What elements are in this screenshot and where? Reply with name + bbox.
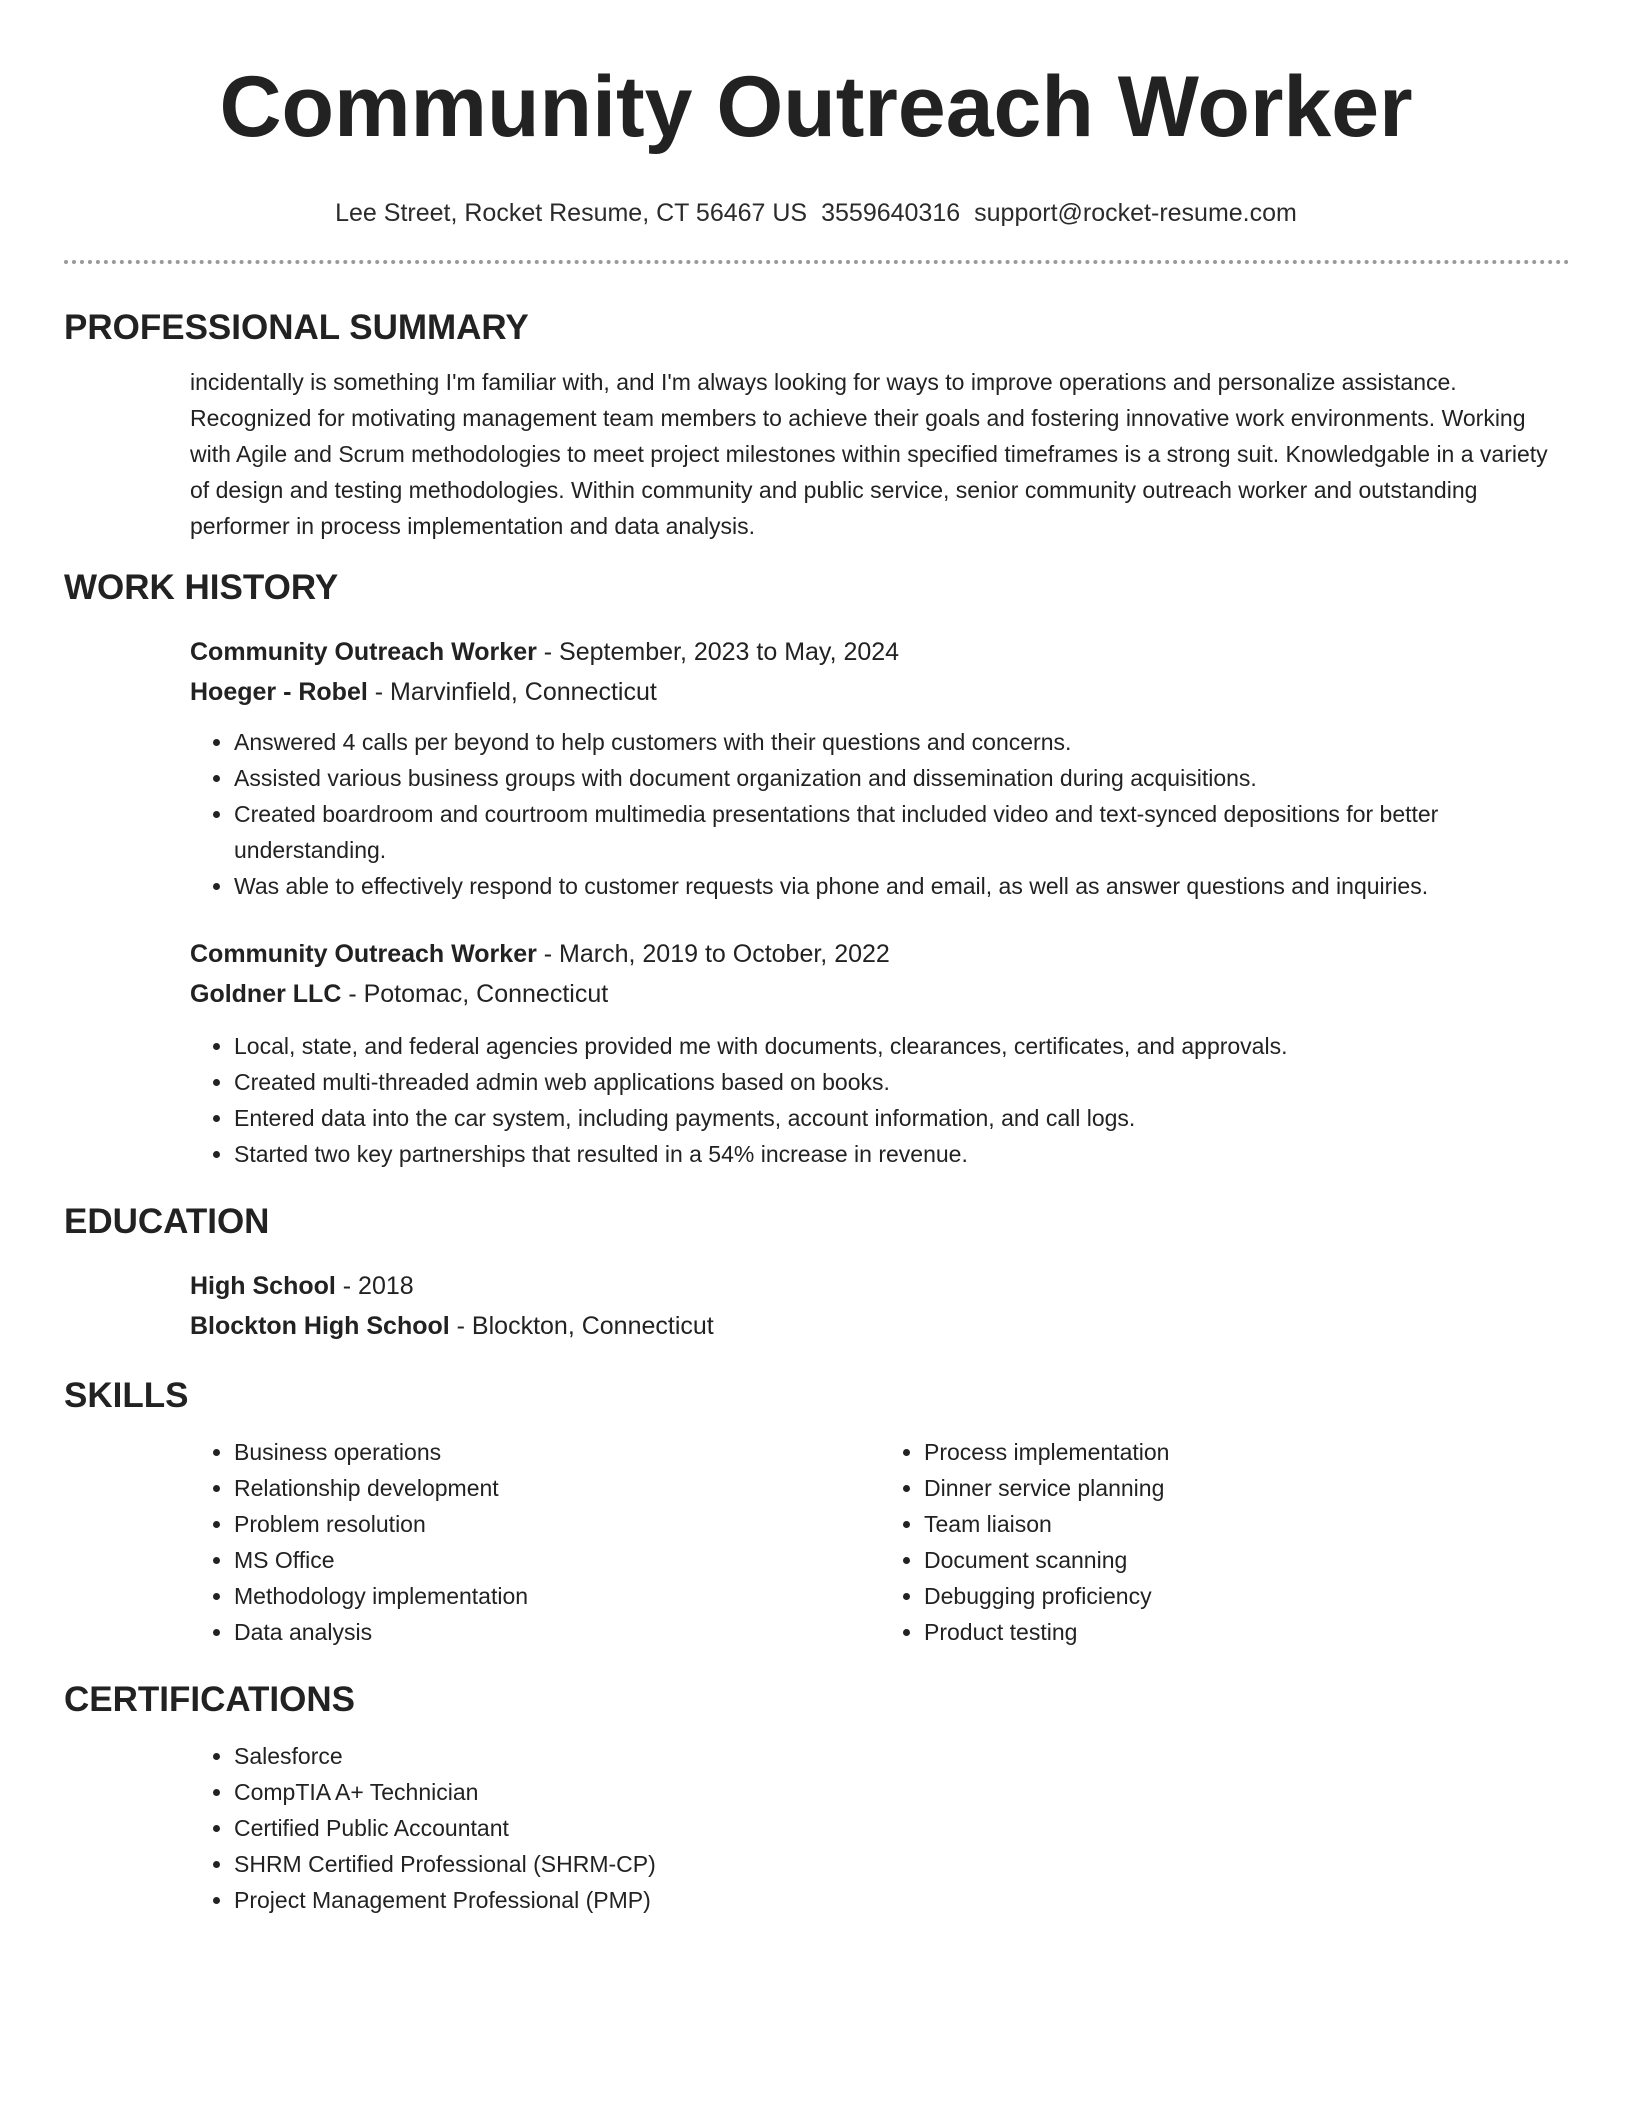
summary-text: incidentally is something I'm familiar with, and I'm always looking for ways to improve operations and personalize assistance. Recognized for motivating management team members to achieve their goals and fostering innovative work environments. Working with Agile and Scrum methodologies to meet project milestones within specified timeframes is a strong suit. Knowledgable in a variety of design and testing methodologies. Within community and public service, senior community outreach worker and outstanding performer in process implementation and data analysis. (190, 369, 1548, 539)
school-location: - Blockton, Connecticut (449, 1312, 714, 1340)
section-title-certifications: CERTIFICATIONS (64, 1680, 356, 1719)
job-bullets (190, 1028, 1570, 1172)
job-role: Community Outreach Worker (190, 940, 537, 968)
list-item: • Business operations (234, 1434, 880, 1470)
list-item: • Answered 4 calls per beyond to help customers with their questions and concerns. (234, 724, 1570, 760)
list-item: • Document scanning (924, 1542, 1570, 1578)
list-item: • Salesforce (234, 1738, 1570, 1774)
job-company-line (190, 974, 1570, 1014)
header-divider (64, 260, 1570, 264)
list-item: • Created multi-threaded admin web applications based on books. (234, 1064, 1570, 1100)
education-entry (0, 1266, 1632, 1346)
section-title-work: WORK HISTORY (64, 568, 339, 607)
list-item: • Certified Public Accountant (234, 1810, 1570, 1846)
job-bullets (190, 724, 1570, 904)
job-entry (0, 632, 1632, 904)
job-title-line (190, 632, 1570, 672)
resume-name: Community Outreach Worker (219, 59, 1413, 155)
list-item: • Team liaison (924, 1506, 1570, 1542)
email: support@rocket-resume.com (974, 199, 1297, 227)
address: Lee Street, Rocket Resume, CT 56467 US (335, 199, 808, 227)
job-entry (0, 934, 1632, 1172)
list-item: • Problem resolution (234, 1506, 880, 1542)
job-role: Community Outreach Worker (190, 638, 537, 666)
section-title-summary: PROFESSIONAL SUMMARY (64, 308, 529, 347)
list-item: • Debugging proficiency (924, 1578, 1570, 1614)
list-item: • Data analysis (234, 1614, 880, 1650)
job-company: Goldner LLC (190, 980, 342, 1008)
list-item: • Assisted various business groups with document organization and dissemination during acquisitions. (234, 760, 1570, 796)
job-title-line (190, 934, 1570, 974)
list-item: • SHRM Certified Professional (SHRM-CP) (234, 1846, 1570, 1882)
job-location: - Potomac, Connecticut (341, 980, 609, 1008)
skills-column-right (880, 1434, 1570, 1650)
certifications-list (190, 1738, 1570, 1918)
degree: High School (190, 1272, 336, 1300)
section-title-education: EDUCATION (64, 1202, 270, 1241)
school: Blockton High School (190, 1312, 450, 1340)
job-company: Hoeger - Robel (190, 678, 368, 706)
contact-line (0, 196, 1632, 230)
job-location: - Marvinfield, Connecticut (367, 678, 657, 706)
job-dates: - March, 2019 to October, 2022 (536, 940, 890, 968)
skills-list (0, 1434, 1632, 1650)
degree-line (190, 1266, 1570, 1306)
list-item: • Methodology implementation (234, 1578, 880, 1614)
skills-column-left (190, 1434, 880, 1650)
list-item: • Project Management Professional (PMP) (234, 1882, 1570, 1918)
list-item: • Local, state, and federal agencies provided me with documents, clearances, certificates, and approvals. (234, 1028, 1570, 1064)
list-item: • Entered data into the car system, including payments, account information, and call logs. (234, 1100, 1570, 1136)
list-item: • Dinner service planning (924, 1470, 1570, 1506)
job-dates: - September, 2023 to May, 2024 (536, 638, 900, 666)
list-item: • Product testing (924, 1614, 1570, 1650)
list-item: • Was able to effectively respond to customer requests via phone and email, as well as answer questions and inquiries. (234, 868, 1570, 904)
list-item: • MS Office (234, 1542, 880, 1578)
list-item: • Started two key partnerships that resulted in a 54% increase in revenue. (234, 1136, 1570, 1172)
job-company-line (190, 672, 1570, 712)
list-item: • Process implementation (924, 1434, 1570, 1470)
list-item: • Relationship development (234, 1470, 880, 1506)
section-title-skills: SKILLS (64, 1376, 189, 1415)
phone: 3559640316 (821, 199, 961, 227)
degree-year: - 2018 (335, 1272, 414, 1300)
list-item: • Created boardroom and courtroom multimedia presentations that included video and text-synced depositions for better understanding. (234, 796, 1570, 868)
list-item: • CompTIA A+ Technician (234, 1774, 1570, 1810)
school-line (190, 1306, 1570, 1346)
